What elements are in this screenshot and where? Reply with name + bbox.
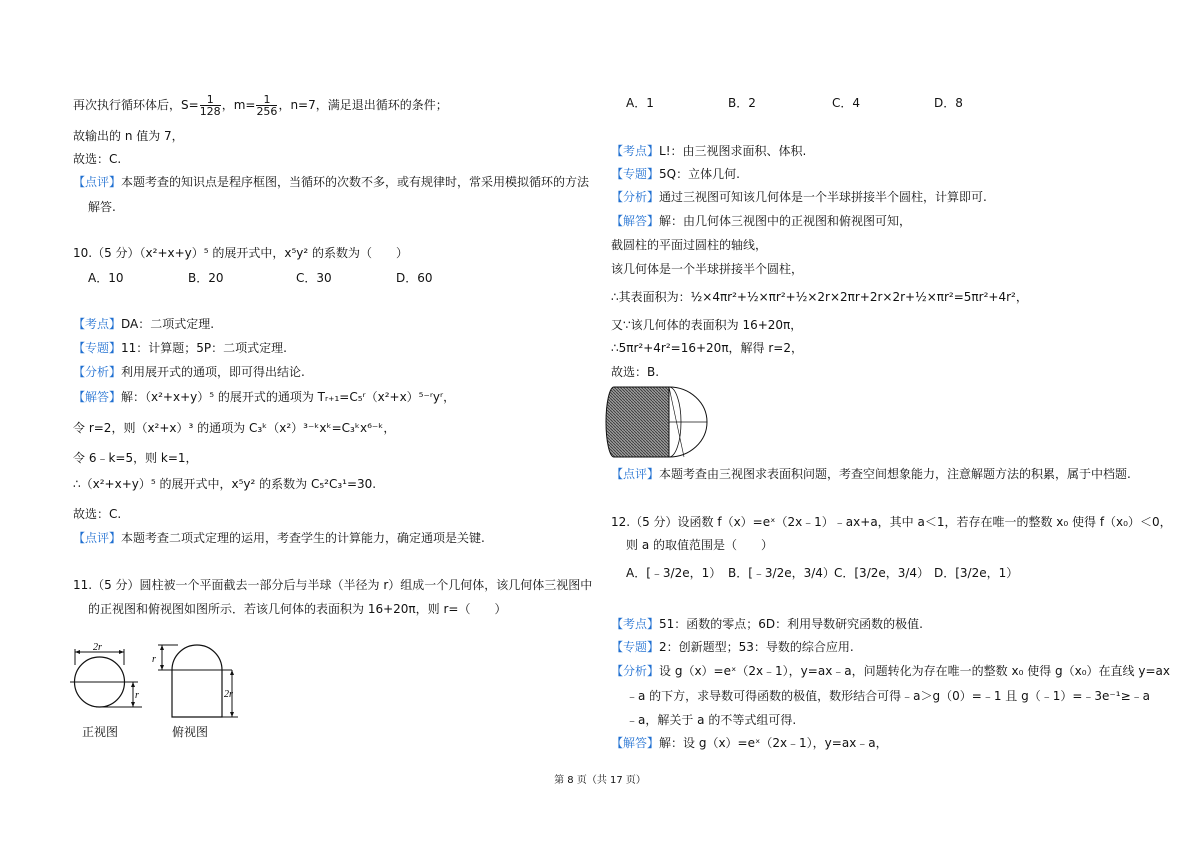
q10-answer: 故选：C. xyxy=(73,507,122,521)
q11-options xyxy=(626,95,963,111)
q10-option-c: C．30 xyxy=(296,271,332,285)
q12-kaodian: 【考点】51：函数的零点；6D：利用导数研究函数的极值. xyxy=(611,617,923,631)
line-loop-result: 再次执行循环体后，S= $\frac{1}{128}$ ，m= $\frac{1}{256}$ ，n=7，满足退出循环的条件； xyxy=(73,93,448,118)
comment-9: 【点评】本题考查的知识点是程序框图，当循环的次数不多，或有规律时，常采用模拟循环的方法 xyxy=(73,175,590,189)
q12-fenxi-cont-1: ﹣a 的下方，求导数可得函数的极值，数形结合可得﹣a＞g（0）=﹣1 且 g（﹣1）=﹣3e⁻¹≥﹣a xyxy=(626,689,1150,703)
q10-option-a: A．10 xyxy=(88,271,124,285)
q12-option-b: B．[﹣3/2e，3/4） xyxy=(728,566,835,580)
q10-kaodian: 【考点】DA：二项式定理. xyxy=(73,317,215,331)
q12-jieda: 【解答】解：设 g（x）=eˣ（2x﹣1），y=ax﹣a， xyxy=(611,736,888,750)
label-2r-front: 2r xyxy=(93,642,102,653)
q10-fenxi: 【分析】利用展开式的通项，即可得出结论. xyxy=(73,365,305,379)
label-r-top: r xyxy=(152,654,156,665)
question-12-cont: 则 a 的取值范围是（ ） xyxy=(626,538,773,552)
front-view-label: 正视图 xyxy=(82,725,119,739)
q12-fenxi: 【分析】设 g（x）=eˣ（2x﹣1），y=ax﹣a，问题转化为存在唯一的整数 x₀ 使得 g（x₀）在直线 y=ax xyxy=(611,664,1170,678)
q12-zhuanti: 【专题】2：创新题型；53：导数的综合应用. xyxy=(611,640,854,654)
line-output: 故输出的 n 值为 7， xyxy=(73,129,184,143)
q11-jieda: 【解答】解：由几何体三视图中的正视图和俯视图可知， xyxy=(611,214,912,228)
q10-option-b: B．20 xyxy=(188,271,224,285)
question-11: 11.（5 分）圆柱被一个平面截去一部分后与半球（半径为 r）组成一个几何体，该几何体三视图中 xyxy=(73,578,593,592)
question-11-cont: 的正视图和俯视图如图所示．若该几何体的表面积为 16+20π，则 r=（ ） xyxy=(88,602,507,616)
q12-option-d: D．[3/2e，1） xyxy=(934,566,1019,580)
line-answer-9: 故选：C. xyxy=(73,152,122,166)
fraction-s: $\frac{1}{128}$ xyxy=(199,93,221,118)
q10-step-3: 令 6﹣k=5，则 k=1， xyxy=(73,451,198,465)
q11-step-3: 该几何体是一个半球拼接半个圆柱， xyxy=(611,262,804,276)
q10-dianping: 【点评】本题考查二项式定理的运用，考查学生的计算能力，确定通项是关键. xyxy=(73,531,485,545)
q11-option-b: B．2 xyxy=(728,96,756,110)
q12-fenxi-cont-2: ﹣a，解关于 a 的不等式组可得. xyxy=(626,713,797,727)
top-view-label: 俯视图 xyxy=(172,725,209,739)
q10-jieda: 【解答】解：（x²+x+y）⁵ 的展开式的通项为 Tᵣ₊₁=C₅ʳ（x²+x）⁵⁻ʳyʳ， xyxy=(73,390,456,404)
q12-option-c: C．[3/2e，3/4） xyxy=(834,566,930,580)
q10-zhuanti: 【专题】11：计算题；5P：二项式定理. xyxy=(73,341,287,355)
label-r-front: r xyxy=(135,690,139,701)
q10-option-d: D．60 xyxy=(396,271,433,285)
q11-option-a: A．1 xyxy=(626,96,654,110)
q11-zhuanti: 【专题】5Q：立体几何. xyxy=(611,167,740,181)
solid-drawing xyxy=(606,387,707,457)
front-view-drawing xyxy=(70,649,142,707)
question-10: 10.（5 分）（x²+x+y）⁵ 的展开式中，x⁵y² 的系数为（ ） xyxy=(73,246,409,260)
top-view-drawing xyxy=(158,645,238,717)
q12-options xyxy=(626,565,1018,581)
q11-step-4: ∴其表面积为：½×4πr²+½×πr²+½×2r×2πr+2r×2r+½×πr²=5πr²+4r²， xyxy=(611,290,1028,304)
q11-dianping: 【点评】本题考查由三视图求表面积问题，考查空间想象能力，注意解题方法的积累，属于中档题. xyxy=(611,467,1131,481)
label-2r-top: 2r xyxy=(224,689,233,700)
q11-step-6: ∴5πr²+4r²=16+20π，解得 r=2， xyxy=(611,341,803,355)
page-footer: 第 8 页（共 17 页） xyxy=(554,775,646,786)
solid-figure xyxy=(604,383,722,461)
question-12: 12.（5 分）设函数 f（x）=eˣ（2x﹣1）﹣ax+a，其中 a＜1，若存在唯一的整数 x₀ 使得 f（x₀）＜0， xyxy=(611,515,1172,529)
q11-option-c: C．4 xyxy=(832,96,861,110)
q11-answer: 故选：B. xyxy=(611,365,660,379)
q11-step-2: 截圆柱的平面过圆柱的轴线， xyxy=(611,238,768,252)
q10-step-2: 令 r=2，则（x²+x）³ 的通项为 C₃ᵏ（x²）³⁻ᵏxᵏ=C₃ᵏx⁶⁻ᵏ， xyxy=(73,421,396,435)
q10-options xyxy=(88,270,433,286)
q11-option-d: D．8 xyxy=(934,96,963,110)
comment-9-cont: 解答. xyxy=(88,200,116,214)
q11-kaodian: 【考点】L!：由三视图求面积、体积. xyxy=(611,144,807,158)
q12-option-a: A．[﹣3/2e，1） xyxy=(626,566,722,580)
fraction-m: $\frac{1}{256}$ xyxy=(256,93,278,118)
q10-step-4: ∴（x²+x+y）⁵ 的展开式中，x⁵y² 的系数为 C₅²C₃¹=30. xyxy=(73,477,377,491)
q11-fenxi: 【分析】通过三视图可知该几何体是一个半球拼接半个圆柱，计算即可. xyxy=(611,190,987,204)
q11-step-5: 又∵该几何体的表面积为 16+20π， xyxy=(611,318,803,332)
